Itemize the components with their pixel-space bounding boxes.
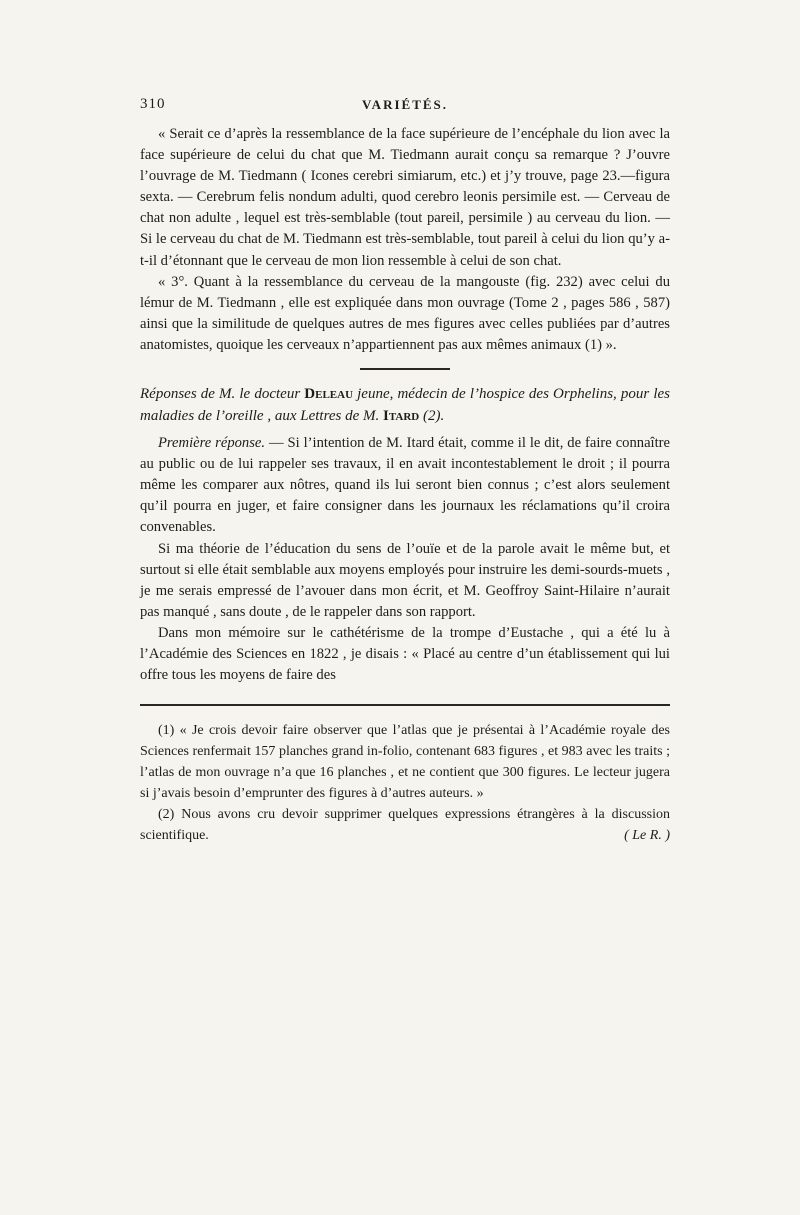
section-divider <box>360 368 450 370</box>
paragraph: Si ma théorie de l’éducation du sens de l’ouïe et de la parole avait le même but, et surtout si elle était semblable aux moyens employés pour instruire les demi-sourds-muets , je me serais empressé de l’avouer dans mon écrit, et M. Geoffroy Saint-Hilaire n’aurait pas manqué , sans doute , de le rappeler dans son rapport. <box>140 540 670 620</box>
page <box>140 96 670 846</box>
footnote-1: (1) « Je crois devoir faire observer que l’atlas que je présentai à l’Académie royale des Sciences renfermait 157 planches grand in-folio, contenant 683 figures , et 983 avec les traits ; l’atlas de mon ouvrage n’a que 16 planches , et ne contient que 300 figures. Le lecteur jugera si j’avais besoin d’emprunter des figures à d’autres auteurs. » <box>140 723 670 802</box>
paragraph: Première réponse. — Si l’intention de M. Itard était, comme il le dit, de faire connaître au public ou de lui rappeler ses travaux, il en avait incontestablement le droit ; il pourra même les comparer aux nôtres, quand ils lui seront bien connus ; c’est alors seulement qu’il pourra en juger, et faire consigner dans les journaux les réclamations qu’il croira convenables. <box>140 435 670 536</box>
first-response-label: Première réponse. <box>158 435 266 452</box>
page-number: 310 <box>140 96 166 112</box>
running-title: VARIÉTÉS. <box>361 97 449 112</box>
footnote-2: (2) Nous avons cru devoir supprimer quelques expressions étrangères à la discussion scientifique. ( Le R. ) <box>140 804 670 846</box>
running-head <box>140 96 670 124</box>
paragraph: « 3°. Quant à la ressemblance du cerveau de la mangouste (fig. 232) avec celui du lémur de M. Tiedmann , elle est expliquée dans mon ouvrage (Tome 2 , pages 586 , 587) ainsi que la similitude de quelques autres de mes figures avec celles publiées par d’autres anatomistes, quoique les cerveaux n’appartiennent pas aux mêmes animaux (1) ». <box>140 273 670 353</box>
footnote-divider <box>140 704 670 706</box>
section-heading: Réponses de M. le docteur Deleau jeune, médecin de l’hospice des Orphelins, pour les maladies de l’oreille , aux Lettres de M. Itard (2). <box>140 386 671 424</box>
footnote-signature: ( Le R. ) <box>624 828 670 844</box>
footnotes <box>140 720 670 846</box>
paragraph: « Serait ce d’après la ressemblance de la face supérieure de l’encéphale du lion avec la face supérieure de celui du chat que M. Tiedmann aurait conçu sa remarque ? J’ouvre l’ouvrage de M. Tiedmann ( Icones cerebri simiarum, etc.) et j’y trouve, page 23.—figura sexta. — Cerebrum felis nondum adulti, quod cerebro leonis persimile est. — Cerveau de chat non adulte , lequel est très-semblable (tout pareil, persimile ) au cerveau du lion. — Si le cerveau du chat de M. Tiedmann est très-semblable, tout pareil à celui du lion qu’y a-t-il d’étonnant que le cerveau de mon lion ressemble à celui de son chat. <box>140 126 670 269</box>
paragraph: Dans mon mémoire sur le cathétérisme de la trompe d’Eustache , qui a été lu à l’Académie des Sciences en 1822 , je disais : « Placé au centre d’un établissement qui lui offre tous les moyens de faire des <box>140 624 670 684</box>
section-2 <box>140 433 670 686</box>
section-1 <box>140 124 670 356</box>
